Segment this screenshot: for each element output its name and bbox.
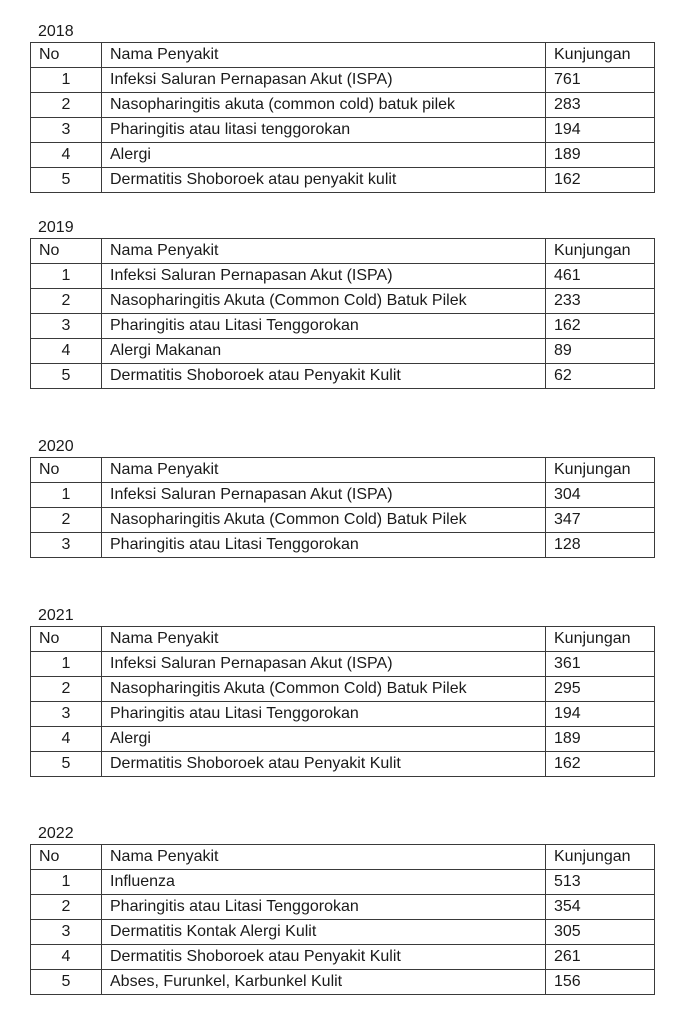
table-row [31, 870, 655, 895]
table-row [31, 143, 655, 168]
year-heading: 2018 [38, 23, 74, 40]
table-section-2022 [30, 824, 654, 995]
cell-visits: 233 [546, 289, 655, 314]
disease-table [30, 844, 655, 995]
cell-name: Nasopharingitis Akuta (Common Cold) Batuk Pilek [102, 677, 546, 702]
cell-visits: 461 [546, 264, 655, 289]
table-row [31, 652, 655, 677]
cell-name: Pharingitis atau Litasi Tenggorokan [102, 533, 546, 558]
cell-no: 4 [31, 727, 102, 752]
header-visits: Kunjungan [546, 43, 655, 68]
table-section-2021 [30, 606, 654, 777]
cell-no: 3 [31, 702, 102, 727]
table-row [31, 677, 655, 702]
cell-name: Infeksi Saluran Pernapasan Akut (ISPA) [102, 264, 546, 289]
table-row [31, 895, 655, 920]
cell-visits: 162 [546, 314, 655, 339]
cell-visits: 295 [546, 677, 655, 702]
disease-table [30, 42, 655, 193]
cell-no: 3 [31, 533, 102, 558]
cell-no: 4 [31, 339, 102, 364]
cell-no: 3 [31, 920, 102, 945]
cell-name: Infeksi Saluran Pernapasan Akut (ISPA) [102, 68, 546, 93]
cell-name: Dermatitis Shoboroek atau Penyakit Kulit [102, 945, 546, 970]
table-row [31, 945, 655, 970]
cell-name: Pharingitis atau Litasi Tenggorokan [102, 314, 546, 339]
cell-visits: 189 [546, 143, 655, 168]
table-row [31, 702, 655, 727]
cell-no: 5 [31, 970, 102, 995]
table-row [31, 314, 655, 339]
cell-name: Dermatitis Shoboroek atau Penyakit Kulit [102, 752, 546, 777]
table-section-2020 [30, 437, 654, 558]
cell-visits: 347 [546, 508, 655, 533]
table-row [31, 168, 655, 193]
year-heading: 2022 [38, 825, 74, 842]
header-name: Nama Penyakit [102, 845, 546, 870]
cell-no: 2 [31, 508, 102, 533]
cell-no: 2 [31, 289, 102, 314]
cell-visits: 194 [546, 702, 655, 727]
table-section-2019 [30, 218, 654, 389]
cell-visits: 162 [546, 752, 655, 777]
cell-no: 1 [31, 264, 102, 289]
header-visits: Kunjungan [546, 845, 655, 870]
cell-visits: 283 [546, 93, 655, 118]
table-row [31, 752, 655, 777]
cell-visits: 189 [546, 727, 655, 752]
cell-no: 1 [31, 870, 102, 895]
table-row [31, 364, 655, 389]
table-row [31, 508, 655, 533]
cell-name: Abses, Furunkel, Karbunkel Kulit [102, 970, 546, 995]
year-heading: 2020 [38, 438, 74, 455]
cell-name: Nasopharingitis akuta (common cold) batuk pilek [102, 93, 546, 118]
cell-no: 2 [31, 677, 102, 702]
table-row [31, 920, 655, 945]
table-row [31, 118, 655, 143]
header-visits: Kunjungan [546, 458, 655, 483]
cell-name: Alergi [102, 727, 546, 752]
cell-no: 1 [31, 483, 102, 508]
header-row [31, 845, 655, 870]
table-section-2018 [30, 22, 654, 193]
cell-no: 5 [31, 168, 102, 193]
header-row [31, 43, 655, 68]
year-heading: 2021 [38, 607, 74, 624]
header-row [31, 458, 655, 483]
cell-no: 3 [31, 314, 102, 339]
header-row [31, 239, 655, 264]
cell-name: Pharingitis atau litasi tenggorokan [102, 118, 546, 143]
table-row [31, 264, 655, 289]
header-row [31, 627, 655, 652]
cell-visits: 305 [546, 920, 655, 945]
cell-visits: 62 [546, 364, 655, 389]
header-name: Nama Penyakit [102, 627, 546, 652]
cell-no: 2 [31, 895, 102, 920]
cell-name: Influenza [102, 870, 546, 895]
cell-name: Alergi Makanan [102, 339, 546, 364]
table-row [31, 68, 655, 93]
header-name: Nama Penyakit [102, 239, 546, 264]
cell-name: Infeksi Saluran Pernapasan Akut (ISPA) [102, 483, 546, 508]
cell-name: Pharingitis atau Litasi Tenggorokan [102, 895, 546, 920]
cell-no: 5 [31, 752, 102, 777]
cell-visits: 304 [546, 483, 655, 508]
cell-visits: 194 [546, 118, 655, 143]
cell-no: 2 [31, 93, 102, 118]
cell-name: Nasopharingitis Akuta (Common Cold) Batuk Pilek [102, 508, 546, 533]
table-row [31, 970, 655, 995]
header-no: No [31, 627, 102, 652]
cell-visits: 354 [546, 895, 655, 920]
table-row [31, 93, 655, 118]
cell-no: 1 [31, 652, 102, 677]
cell-visits: 128 [546, 533, 655, 558]
cell-name: Pharingitis atau Litasi Tenggorokan [102, 702, 546, 727]
cell-visits: 761 [546, 68, 655, 93]
cell-no: 5 [31, 364, 102, 389]
cell-name: Dermatitis Shoboroek atau Penyakit Kulit [102, 364, 546, 389]
cell-no: 4 [31, 143, 102, 168]
table-row [31, 727, 655, 752]
table-row [31, 339, 655, 364]
cell-visits: 513 [546, 870, 655, 895]
cell-no: 4 [31, 945, 102, 970]
year-heading: 2019 [38, 219, 74, 236]
cell-visits: 89 [546, 339, 655, 364]
header-name: Nama Penyakit [102, 43, 546, 68]
header-no: No [31, 845, 102, 870]
header-no: No [31, 458, 102, 483]
cell-name: Infeksi Saluran Pernapasan Akut (ISPA) [102, 652, 546, 677]
header-visits: Kunjungan [546, 239, 655, 264]
table-row [31, 289, 655, 314]
table-row [31, 483, 655, 508]
cell-no: 1 [31, 68, 102, 93]
cell-visits: 156 [546, 970, 655, 995]
disease-table [30, 626, 655, 777]
cell-visits: 361 [546, 652, 655, 677]
disease-table [30, 238, 655, 389]
cell-name: Nasopharingitis Akuta (Common Cold) Batuk Pilek [102, 289, 546, 314]
cell-visits: 261 [546, 945, 655, 970]
cell-visits: 162 [546, 168, 655, 193]
disease-table [30, 457, 655, 558]
header-no: No [31, 239, 102, 264]
cell-name: Alergi [102, 143, 546, 168]
cell-no: 3 [31, 118, 102, 143]
header-visits: Kunjungan [546, 627, 655, 652]
header-name: Nama Penyakit [102, 458, 546, 483]
header-no: No [31, 43, 102, 68]
cell-name: Dermatitis Shoboroek atau penyakit kulit [102, 168, 546, 193]
table-row [31, 533, 655, 558]
cell-name: Dermatitis Kontak Alergi Kulit [102, 920, 546, 945]
